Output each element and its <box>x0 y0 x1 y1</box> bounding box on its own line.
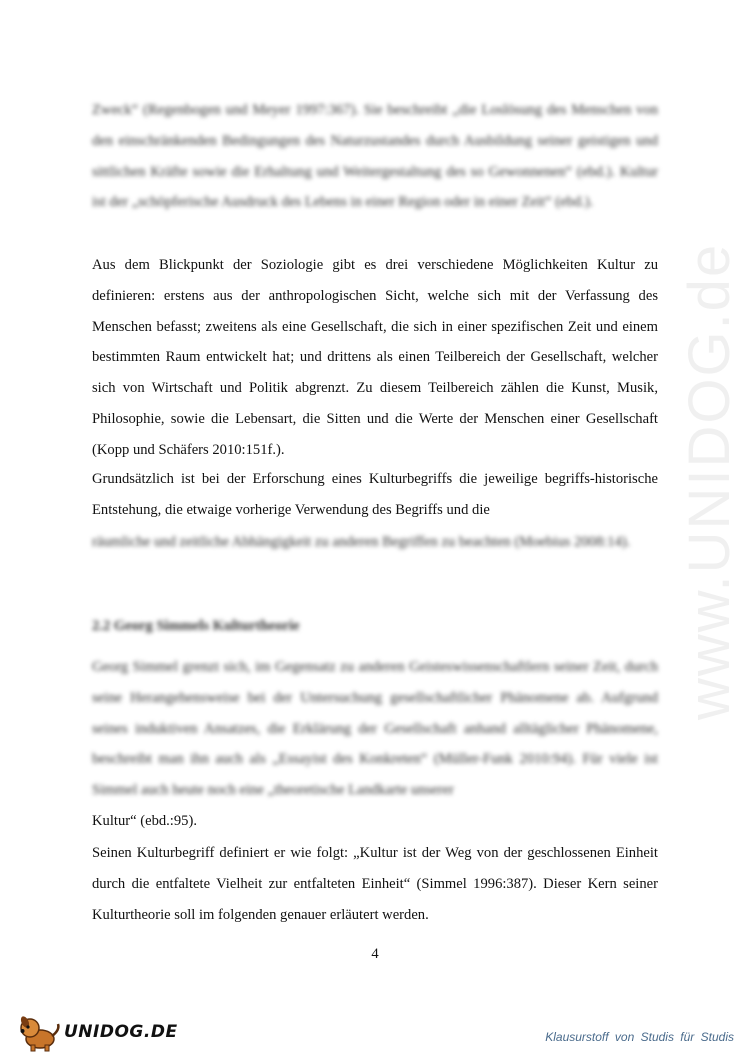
section-heading: 2.2 Georg Simmels Kulturtheorie <box>92 618 300 634</box>
footer-slogan: Klausurstoff von Studis für Studis <box>545 1030 734 1044</box>
blurred-paragraph-simmel: Georg Simmel grenzt sich, im Gegensatz zu anderen Geisteswissenschaftlern seiner Zeit, durch seine Herangehensweise bei der Untersuchung gesellschaftlicher Phänomene ab. Aufgrund seines induktiven Ansatzes, die Erklärung der Gesellschaft anhand alltäglicher Phänomene, beschreibt man ihn auch als „Essayist des Konkreten“ (Müller-Funk 2010:94). Für viele ist Simmel auch heute noch eine „theoretische Landkarte unserer <box>92 659 658 799</box>
unidog-logo[interactable] <box>16 1012 178 1052</box>
blurred-paragraph-middle: räumliche und zeitliche Abhängigkeit zu anderen Begriffen zu beachten (Moebius 2008:14). <box>92 534 631 550</box>
blurred-paragraph-top: Zweck“ (Regenbogen und Meyer 1997:367). Sie beschreibt „die Loslösung des Menschen von den einschränkenden Bedingungen des Naturzustandes durch Ausbildung seiner geistigen und sittlichen Kräfte sowie die Erhaltung und Weitergestaltung des so Gewonnenen“ (ebd.). Kultur ist der „schöpferische Ausdruck des Lebens in einer Region oder in einer Zeit“ (ebd.). <box>92 102 658 211</box>
dog-mascot-icon <box>16 1012 62 1052</box>
logo-text: UNIDOG.DE <box>64 1022 178 1042</box>
paragraph-sociology: Aus dem Blickpunkt der Soziologie gibt es drei verschiedene Möglichkeiten Kultur zu definieren: erstens aus der anthropologischen Sicht, welche sich mit der Verfassung des Menschen befasst; zweitens als eine Gesellschaft, die sich in einer spezifischen Zeit und einem bestimmten Raum entwickelt hat; und drittens als einen Teilbereich der Gesellschaft, welcher sich von Wirtschaft und Politik abgrenzt. Zu diesem Teilbereich zählen die Kunst, Musik, Philosophie, sowie die Lebensart, die Sitten und die Werte der Menschen einer Gesellschaft (Kopp und Schäfers 2010:151f.). <box>92 257 658 458</box>
paragraph-definition: Seinen Kulturbegriff definiert er wie folgt: „Kultur ist der Weg von der geschlossenen Einheit durch die entfaltete Vielheit zur entfalteten Einheit“ (Simmel 1996:387). Dieser Kern seiner Kulturtheorie soll im folgenden genauer erläutert werden. <box>92 845 658 923</box>
page-number: 4 <box>371 946 379 962</box>
paragraph-kultur-reference: Kultur“ (ebd.:95). <box>92 813 197 829</box>
watermark: www.UNIDOG.de <box>677 242 742 720</box>
paragraph-principle: Grundsätzlich ist bei der Erforschung eines Kulturbegriffs die jeweilige begriffs-historische Entstehung, die etwaige vorherige Verwendung des Begriffs und die <box>92 471 658 518</box>
